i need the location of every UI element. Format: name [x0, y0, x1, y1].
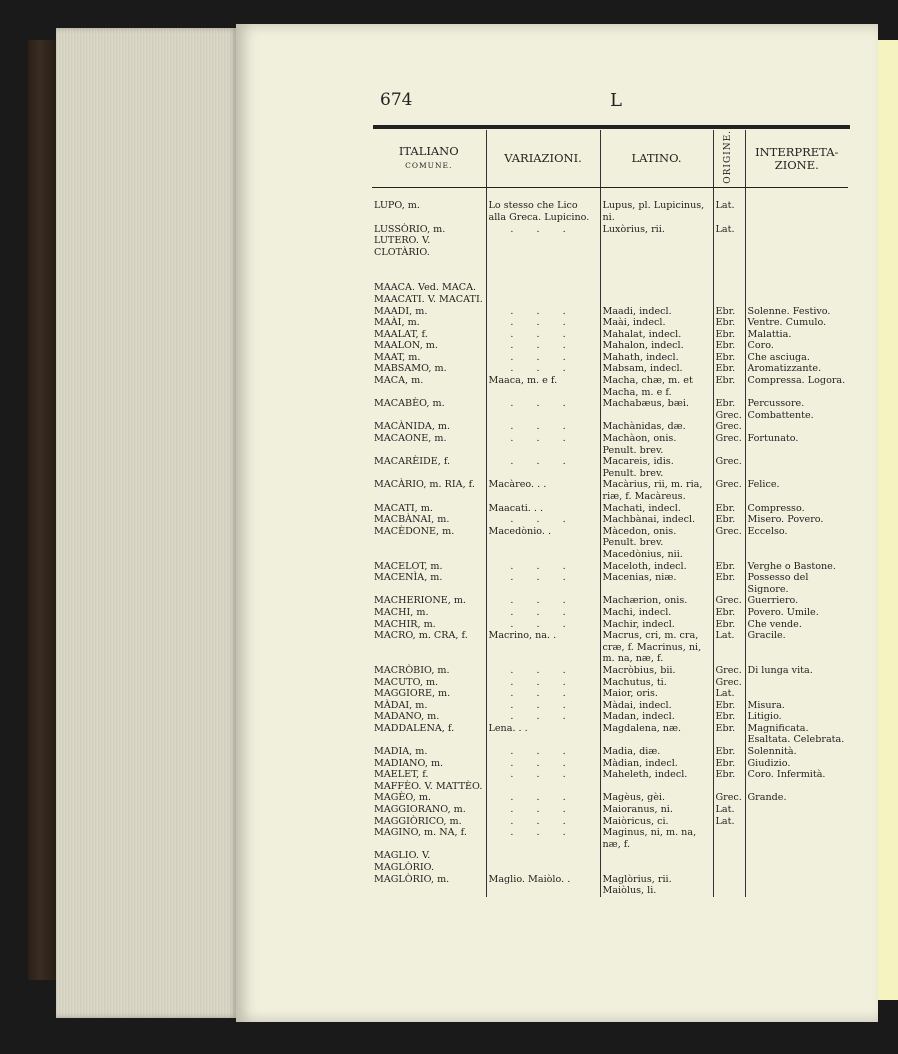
- column-header-latino: [600, 130, 713, 188]
- latin-cell: Machànidas, dæ.: [600, 421, 713, 433]
- variation-cell: . . .: [486, 711, 600, 723]
- variation-cell: Maaca, m. e f.: [486, 375, 600, 398]
- headword-cell: MAADI, m.: [372, 306, 486, 318]
- variation-cell: . . .: [486, 329, 600, 341]
- latin-cell: Màdian, indecl.: [600, 758, 713, 770]
- interpretation-cell: Solennità.: [747, 746, 797, 758]
- variation-cell: [486, 850, 600, 873]
- latin-cell: Maioranus, ni.: [600, 804, 713, 816]
- latin-cell: Mahalon, indecl.: [600, 340, 713, 352]
- headword-cell: MAGGIORANO, m.: [372, 804, 486, 816]
- interpretation-cell: [745, 235, 848, 258]
- latin-cell: Macareis, idis. Penult. brev.: [600, 456, 713, 479]
- latin-cell: Machir, indecl.: [600, 619, 713, 631]
- variation-cell: . . .: [486, 607, 600, 619]
- origin-cell: Grec.: [713, 595, 745, 607]
- table-row: [372, 317, 848, 329]
- headword-cell: LUTERO. V. CLOTÀRIO.: [372, 235, 486, 258]
- interpretation-cell: [745, 224, 848, 236]
- variation-cell: Macàreo. . .: [486, 479, 600, 502]
- latin-cell: Madia, diæ.: [600, 746, 713, 758]
- headword-cell: MACBÀNAI, m.: [372, 514, 486, 526]
- headword-cell: MAGLIO. V. MAGLÒRIO.: [372, 850, 486, 873]
- table-row: [372, 479, 848, 502]
- interpretation-cell: Fortunato.: [747, 433, 799, 445]
- latin-cell: Machbànai, indecl.: [600, 514, 713, 526]
- latin-cell: Macrus, cri, m. cra, cræ, f. Macrinus, ni, m. na, næ, f.: [600, 630, 713, 665]
- origin-cell: Grec.: [713, 479, 745, 502]
- latin-cell: Maglòrius, rii. Maiòlus, li.: [600, 874, 713, 897]
- origin-cell: Ebr.: [713, 769, 745, 781]
- table-row: [372, 398, 848, 421]
- variation-cell: Maacati. . .: [486, 503, 600, 515]
- table-row: [372, 514, 848, 526]
- latin-cell: Mahath, indecl.: [600, 352, 713, 364]
- table-row: [372, 769, 848, 781]
- interpretation-cell: Solenne. Festivo.: [747, 305, 831, 317]
- next-page-edge: [878, 40, 898, 1000]
- latin-cell: Machi, indecl.: [600, 607, 713, 619]
- headword-cell: MAACA. Ved. MACA.: [372, 282, 486, 294]
- origin-cell: Ebr.: [713, 352, 745, 364]
- interpretation-cell: Aromatizzante.: [747, 363, 822, 375]
- interpretation-cell: Coro.: [747, 340, 774, 352]
- headword-cell: MACRO, m. CRA, f.: [372, 630, 486, 665]
- latin-cell: Maceloth, indecl.: [600, 561, 713, 573]
- table-row: [372, 329, 848, 341]
- latin-cell: Machutus, ti.: [600, 677, 713, 689]
- table-body: [372, 188, 848, 897]
- origin-cell: Ebr.: [713, 329, 745, 341]
- variation-cell: . . .: [486, 306, 600, 318]
- interpretation-cell: Gracile.: [747, 630, 786, 642]
- latin-cell: Macenias, niæ.: [600, 572, 713, 595]
- headword-cell: MAALAT, f.: [372, 329, 486, 341]
- headword-cell: LUPO, m.: [372, 200, 486, 223]
- latin-cell: Macha, chæ, m. et Macha, m. e f.: [600, 375, 713, 398]
- book-spine: [28, 40, 58, 980]
- table-row: [372, 421, 848, 433]
- table-row: [372, 804, 848, 816]
- origin-cell: Grec.: [713, 665, 745, 677]
- variation-cell: . . .: [486, 224, 600, 236]
- table-row: [372, 294, 848, 306]
- table-row: [372, 503, 848, 515]
- column-header-italiano-label: ITALIANO: [398, 144, 459, 159]
- variation-cell: [486, 781, 600, 793]
- variation-cell: . . .: [486, 317, 600, 329]
- headword-cell: MAALON, m.: [372, 340, 486, 352]
- headword-cell: MACHI, m.: [372, 607, 486, 619]
- variation-cell: . . .: [486, 595, 600, 607]
- table-row: [372, 561, 848, 573]
- table-header-row: [372, 130, 848, 188]
- headword-cell: MAAT, m.: [372, 352, 486, 364]
- variation-cell: Lo stesso che Lico alla Greca. Lupicino.: [486, 200, 600, 223]
- headword-cell: MAGLÒRIO, m.: [372, 874, 486, 897]
- variation-cell: . . .: [486, 769, 600, 781]
- headword-cell: MACRÒBIO, m.: [372, 665, 486, 677]
- page-edges: [56, 28, 238, 1018]
- origin-cell: [713, 827, 745, 850]
- table-row: [372, 677, 848, 689]
- table-row: [372, 781, 848, 793]
- origin-cell: Ebr.: [713, 561, 745, 573]
- origin-cell: Lat.: [713, 200, 745, 223]
- column-header-origine: [713, 130, 745, 188]
- interpretation-cell: [745, 850, 848, 873]
- headword-cell: MACHIR, m.: [372, 619, 486, 631]
- origin-cell: Ebr.: [713, 514, 745, 526]
- origin-cell: Ebr.: [713, 746, 745, 758]
- latin-cell: Lupus, pl. Lupicinus, ni.: [600, 200, 713, 223]
- table-row: [372, 352, 848, 364]
- origin-cell: Ebr.: [713, 340, 745, 352]
- latin-cell: [600, 850, 713, 873]
- variation-cell: . . .: [486, 421, 600, 433]
- origin-cell: Ebr.: [713, 758, 745, 770]
- headword-cell: MACÀNIDA, m.: [372, 421, 486, 433]
- origin-cell: Ebr.: [713, 723, 745, 746]
- latin-cell: Machærion, onis.: [600, 595, 713, 607]
- latin-cell: Màcedon, onis. Penult. brev. Macedònius, nii.: [600, 526, 713, 561]
- table-row: [372, 235, 848, 258]
- interpretation-cell: Che asciuga.: [747, 351, 810, 363]
- table-row: [372, 282, 848, 294]
- headword-cell: MACÀRIO, m. RIA, f.: [372, 479, 486, 502]
- interpretation-cell: Coro. Infermità.: [747, 769, 826, 781]
- latin-cell: [600, 781, 713, 793]
- headword-cell: MAGINO, m. NA, f.: [372, 827, 486, 850]
- latin-cell: Magdalena, næ.: [600, 723, 713, 746]
- interpretation-cell: [745, 456, 848, 479]
- interpretation-cell: Malattia.: [747, 328, 792, 340]
- origin-cell: [713, 282, 745, 294]
- variation-cell: . . .: [486, 677, 600, 689]
- variation-cell: . . .: [486, 340, 600, 352]
- headword-cell: MACA, m.: [372, 375, 486, 398]
- latin-cell: Magèus, gèi.: [600, 792, 713, 804]
- variation-cell: . . .: [486, 352, 600, 364]
- variation-cell: Maglio. Maiòlo. .: [486, 874, 600, 897]
- page-number: 674: [380, 90, 413, 110]
- interpretation-cell: [745, 874, 848, 897]
- column-header-interpretazione: [745, 130, 848, 188]
- column-header-interpretazione-label: INTERPRETA-ZIONE.: [755, 144, 839, 172]
- interpretation-cell: Verghe o Bastone.: [747, 560, 836, 572]
- origin-cell: Ebr.: [713, 572, 745, 595]
- table-row: [372, 526, 848, 561]
- origin-cell: Ebr. Grec.: [713, 398, 745, 421]
- interpretation-cell: Giudizio.: [747, 757, 791, 769]
- latin-cell: Madan, indecl.: [600, 711, 713, 723]
- latin-cell: Mahalat, indecl.: [600, 329, 713, 341]
- table-row: [372, 200, 848, 223]
- interpretation-cell: [745, 781, 848, 793]
- headword-cell: MADIA, m.: [372, 746, 486, 758]
- latin-cell: Maheleth, indecl.: [600, 769, 713, 781]
- variation-cell: . . .: [486, 665, 600, 677]
- latin-cell: Maài, indecl.: [600, 317, 713, 329]
- table-row: [372, 711, 848, 723]
- latin-cell: [600, 294, 713, 306]
- variation-cell: . . .: [486, 572, 600, 595]
- table-row: [372, 723, 848, 746]
- variation-cell: [486, 282, 600, 294]
- interpretation-cell: Guerriero.: [747, 595, 799, 607]
- table-row: [372, 456, 848, 479]
- variation-cell: . . .: [486, 433, 600, 456]
- interpretation-cell: Misura.: [747, 699, 785, 711]
- origin-cell: [713, 850, 745, 873]
- headword-cell: MADIANO, m.: [372, 758, 486, 770]
- latin-cell: Macàrius, rii, m. ria, riæ, f. Macàreus.: [600, 479, 713, 502]
- interpretation-cell: Ventre. Cumulo.: [747, 317, 827, 329]
- variation-cell: . . .: [486, 688, 600, 700]
- table-row: [372, 746, 848, 758]
- headword-cell: MAÀI, m.: [372, 317, 486, 329]
- origin-cell: Lat.: [713, 224, 745, 236]
- variation-cell: . . .: [486, 456, 600, 479]
- headword-cell: MACÈDONE, m.: [372, 526, 486, 561]
- headword-cell: MAGGIÒRICO, m.: [372, 816, 486, 828]
- interpretation-cell: Percussore. Combattente.: [747, 398, 814, 421]
- variation-cell: . . .: [486, 792, 600, 804]
- origin-cell: [713, 781, 745, 793]
- interpretation-cell: [745, 421, 848, 433]
- origin-cell: Grec.: [713, 677, 745, 689]
- headword-cell: MAGGIORE, m.: [372, 688, 486, 700]
- interpretation-cell: Grande.: [747, 792, 787, 804]
- table-row: [372, 816, 848, 828]
- origin-cell: Lat.: [713, 630, 745, 665]
- headword-cell: MACHERIONE, m.: [372, 595, 486, 607]
- origin-cell: Grec.: [713, 456, 745, 479]
- table-gap: [372, 258, 848, 282]
- interpretation-cell: [745, 294, 848, 306]
- origin-cell: Ebr.: [713, 607, 745, 619]
- origin-cell: Ebr.: [713, 619, 745, 631]
- table-row: [372, 827, 848, 850]
- dictionary-table: [372, 130, 848, 897]
- interpretation-cell: [745, 200, 848, 223]
- origin-cell: [713, 294, 745, 306]
- headword-cell: MACARÈIDE, f.: [372, 456, 486, 479]
- headword-cell: MAGÈO, m.: [372, 792, 486, 804]
- latin-cell: Maadi, indecl.: [600, 306, 713, 318]
- latin-cell: Macròbius, bii.: [600, 665, 713, 677]
- interpretation-cell: Compresso.: [747, 502, 805, 514]
- interpretation-cell: Possesso del Signore.: [747, 572, 809, 595]
- interpretation-cell: [745, 827, 848, 850]
- headword-cell: MÀDAI, m.: [372, 700, 486, 712]
- interpretation-cell: [745, 677, 848, 689]
- origin-cell: Grec.: [713, 433, 745, 456]
- variation-cell: . . .: [486, 746, 600, 758]
- headword-cell: MAELET, f.: [372, 769, 486, 781]
- table-row: [372, 340, 848, 352]
- variation-cell: Macrino, na. .: [486, 630, 600, 665]
- table-row: [372, 792, 848, 804]
- interpretation-cell: Povero. Umile.: [747, 606, 819, 618]
- latin-cell: Luxòrius, rii.: [600, 224, 713, 236]
- variation-cell: [486, 294, 600, 306]
- latin-cell: Machàon, onis. Penult. brev.: [600, 433, 713, 456]
- headword-cell: MACELOT, m.: [372, 561, 486, 573]
- variation-cell: . . .: [486, 816, 600, 828]
- interpretation-cell: Di lunga vita.: [747, 664, 813, 676]
- headword-cell: LUSSÒRIO, m.: [372, 224, 486, 236]
- table-row: [372, 850, 848, 873]
- origin-cell: [713, 235, 745, 258]
- column-header-variazioni-label: VARIAZIONI.: [504, 151, 582, 166]
- table-row: [372, 306, 848, 318]
- interpretation-cell: [745, 804, 848, 816]
- origin-cell: Ebr.: [713, 711, 745, 723]
- table-row: [372, 630, 848, 665]
- origin-cell: Ebr.: [713, 700, 745, 712]
- table-row: [372, 607, 848, 619]
- column-header-italiano: [372, 130, 486, 188]
- table-row: [372, 665, 848, 677]
- variation-cell: [486, 235, 600, 258]
- latin-cell: Machabæus, bæi.: [600, 398, 713, 421]
- variation-cell: . . .: [486, 827, 600, 850]
- table-row: [372, 874, 848, 897]
- headword-cell: MADANO, m.: [372, 711, 486, 723]
- table-spacer: [372, 188, 848, 201]
- interpretation-cell: Magnificata. Esaltata. Celebrata.: [747, 722, 845, 746]
- interpretation-cell: Litigio.: [747, 711, 782, 723]
- table-row: [372, 363, 848, 375]
- column-header-variazioni: [486, 130, 600, 188]
- headword-cell: MADDALENA, f.: [372, 723, 486, 746]
- table-row: [372, 758, 848, 770]
- latin-cell: Maginus, ni, m. na, næ, f.: [600, 827, 713, 850]
- interpretation-cell: Compressa. Logora.: [747, 375, 846, 387]
- headword-cell: MABSAMO, m.: [372, 363, 486, 375]
- variation-cell: . . .: [486, 804, 600, 816]
- running-head: L: [610, 90, 622, 111]
- origin-cell: Lat.: [713, 804, 745, 816]
- table-row: [372, 619, 848, 631]
- interpretation-cell: Felice.: [747, 479, 780, 491]
- variation-cell: . . .: [486, 398, 600, 421]
- latin-cell: Machati, indecl.: [600, 503, 713, 515]
- origin-cell: Ebr.: [713, 375, 745, 398]
- column-header-latino-label: LATINO.: [631, 151, 682, 166]
- header-rule: [373, 125, 850, 129]
- latin-cell: Màdai, indecl.: [600, 700, 713, 712]
- origin-cell: Grec.: [713, 421, 745, 433]
- interpretation-cell: [745, 688, 848, 700]
- origin-cell: Ebr.: [713, 503, 745, 515]
- table-row: [372, 375, 848, 398]
- table-row: [372, 688, 848, 700]
- table-row: [372, 433, 848, 456]
- interpretation-cell: [745, 816, 848, 828]
- headword-cell: MACENÌA, m.: [372, 572, 486, 595]
- origin-cell: Ebr.: [713, 306, 745, 318]
- latin-cell: [600, 235, 713, 258]
- table-row: [372, 700, 848, 712]
- table-row: [372, 595, 848, 607]
- headword-cell: MAFFÈO. V. MATTÈO.: [372, 781, 486, 793]
- latin-cell: Maiòricus, ci.: [600, 816, 713, 828]
- variation-cell: Macedònio. .: [486, 526, 600, 561]
- interpretation-cell: Misero. Povero.: [747, 514, 824, 526]
- headword-cell: MAACATI. V. MACATI.: [372, 294, 486, 306]
- column-header-italiano-sub: COMUNE.: [405, 161, 453, 171]
- variation-cell: . . .: [486, 561, 600, 573]
- origin-cell: Lat.: [713, 688, 745, 700]
- headword-cell: MACABÈO, m.: [372, 398, 486, 421]
- table-row: [372, 224, 848, 236]
- interpretation-cell: Eccelso.: [747, 525, 788, 537]
- variation-cell: . . .: [486, 758, 600, 770]
- variation-cell: . . .: [486, 619, 600, 631]
- column-header-origine-label: ORIGINE.: [723, 130, 734, 184]
- origin-cell: Lat.: [713, 816, 745, 828]
- origin-cell: [713, 874, 745, 897]
- headword-cell: MACUTO, m.: [372, 677, 486, 689]
- origin-cell: Ebr.: [713, 363, 745, 375]
- headword-cell: MACAONE, m.: [372, 433, 486, 456]
- latin-cell: [600, 282, 713, 294]
- origin-cell: Ebr.: [713, 317, 745, 329]
- interpretation-cell: Che vende.: [747, 618, 802, 630]
- interpretation-cell: [745, 282, 848, 294]
- headword-cell: MACATI, m.: [372, 503, 486, 515]
- variation-cell: . . .: [486, 700, 600, 712]
- latin-cell: Mabsam, indecl.: [600, 363, 713, 375]
- origin-cell: Grec.: [713, 526, 745, 561]
- table-row: [372, 572, 848, 595]
- variation-cell: Lena. . .: [486, 723, 600, 746]
- latin-cell: Maior, oris.: [600, 688, 713, 700]
- variation-cell: . . .: [486, 363, 600, 375]
- origin-cell: Grec.: [713, 792, 745, 804]
- variation-cell: . . .: [486, 514, 600, 526]
